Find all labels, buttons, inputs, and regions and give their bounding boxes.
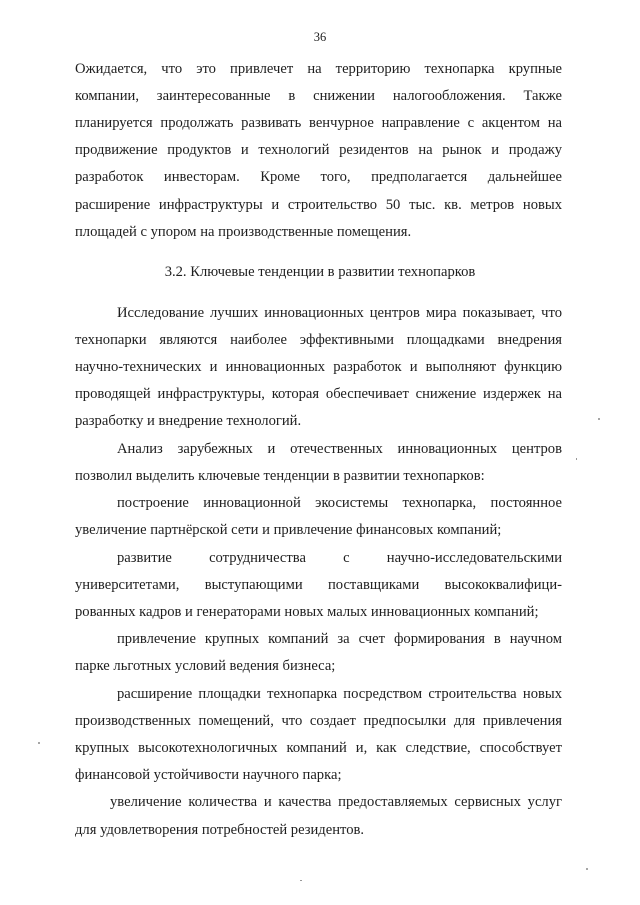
text-line: компании, заинтересованные в снижении налогообложения. Также — [75, 88, 562, 104]
text-line: технопарки являются наиболее эффективными площадками внедрения — [75, 332, 562, 348]
text-line: проводящей инфраструктуры, которая обеспечивает снижение издержек на — [75, 386, 562, 402]
text-line: производственных помещений, что создает предпосылки для привлечения — [75, 713, 562, 729]
text-line: университетами, выступающими поставщиками высококвалифици- — [75, 577, 562, 593]
text-line: привлечение крупных компаний за счет формирования в научном — [117, 631, 562, 647]
text-line: развитие сотрудничества с научно-исследовательскими — [117, 550, 562, 566]
page-number: 36 — [313, 30, 327, 44]
scan-speck — [586, 868, 588, 870]
text-line: крупных высокотехнологичных компаний и, как следствие, способствует — [75, 740, 562, 756]
text-line: для удовлетворения потребностей резидентов. — [75, 822, 365, 838]
text-line: площадей с упором на производственные помещения. — [75, 224, 412, 240]
text-line: Ожидается, что это привлечет на территорию технопарка крупные — [75, 61, 562, 77]
text-line: позволил выделить ключевые тенденции в развитии технопарков: — [75, 468, 485, 484]
text-line: планируется продолжать развивать венчурное направление с акцентом на — [75, 115, 562, 131]
text-line: продвижение продуктов и технологий резидентов на рынок и продажу — [75, 142, 562, 158]
text-line: Исследование лучших инновационных центров мира показывает, что — [117, 305, 562, 321]
text-line: Анализ зарубежных и отечественных инновационных центров — [117, 441, 562, 457]
scan-speck — [598, 418, 600, 420]
text-line: расширение инфраструктуры и строительство 50 тыс. кв. метров новых — [75, 197, 562, 213]
scan-speck — [576, 458, 577, 460]
text-line: парке льготных условий ведения бизнеса; — [75, 658, 336, 674]
text-line: построение инновационной экосистемы технопарка, постоянное — [117, 495, 562, 511]
text-line: научно-технических и инновационных разработок и выполняют функцию — [75, 359, 562, 375]
text-line: увеличение партнёрской сети и привлечение финансовых компаний; — [75, 522, 502, 538]
section-heading: 3.2. Ключевые тенденции в развитии технопарков — [164, 264, 476, 280]
scan-speck — [38, 742, 40, 744]
text-line: рованных кадров и генераторами новых малых инновационных компаний; — [75, 604, 539, 620]
text-line: разработку и внедрение технологий. — [75, 413, 302, 429]
text-line: расширение площадки технопарка посредством строительства новых — [117, 686, 562, 702]
scan-speck — [300, 880, 302, 881]
text-line: финансовой устойчивости научного парка; — [75, 767, 342, 783]
text-line: разработок инвесторам. Кроме того, предполагается дальнейшее — [75, 169, 562, 185]
text-line: увеличение количества и качества предоставляемых сервисных услуг — [110, 794, 562, 810]
